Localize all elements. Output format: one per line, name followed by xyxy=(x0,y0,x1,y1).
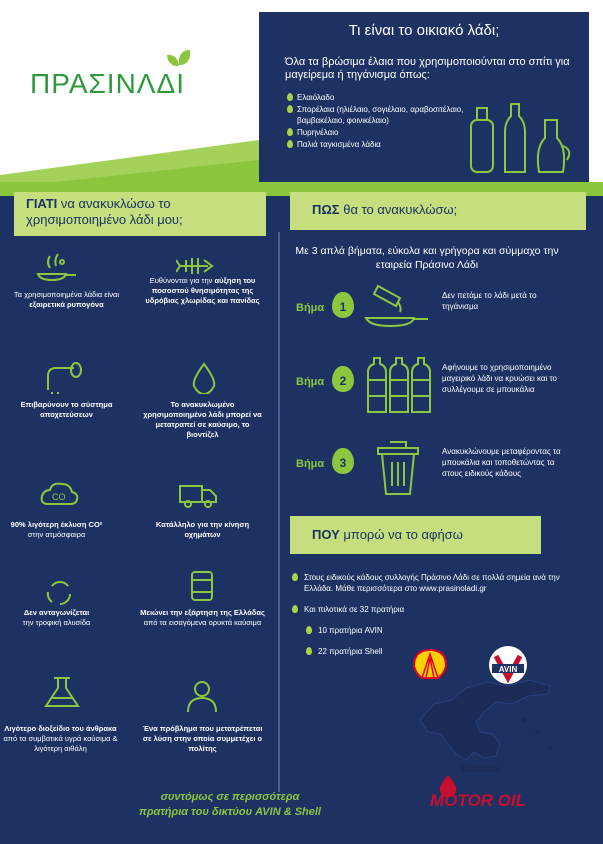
intro-panel xyxy=(259,12,589,182)
brand-name: ΠΡΑΣΙΝΛΔΙ xyxy=(30,68,185,99)
step-1-badge: 1 xyxy=(332,292,354,318)
drop-icon xyxy=(287,93,293,101)
step-2-text: Αφήνουμε το χρησιμοποιημένο μαγειρικό λάδι να κρυώσει και το συλλέγουμε σε μπουκάλια xyxy=(442,363,557,394)
step-label: Βήμα xyxy=(296,376,325,388)
recycle-arrows-icon xyxy=(40,576,80,608)
how-intro: Με 3 απλά βήματα, εύκολα και γρήγορα και σύμμαχο την εταιρεία Πράσινο Λάδι xyxy=(295,245,559,271)
list-item: Παλιά ταγκισμένα λάδια xyxy=(287,139,477,150)
leaf-icon xyxy=(167,53,179,68)
drop-icon xyxy=(292,573,298,581)
drop-icon xyxy=(287,128,293,136)
reason-citizen: Ένα πρόβλημα που μετατρέπεται σε λύση στην οποία συμμετέχει ο πολίτης xyxy=(142,724,263,753)
oil-drop-icon xyxy=(184,362,224,394)
list-item: Ελαιόλαδο xyxy=(287,92,477,103)
reason-biodiesel: Το ανακυκλωμένο χρησιμοποιημένο λάδι μπορεί να μετατραπεί σε καύσιμο, το βιοντίζελ xyxy=(143,400,262,439)
why-header xyxy=(14,192,266,236)
drop-icon xyxy=(306,647,312,655)
reason-pollution: Τα χρησιμοποιημένα λάδια είναι εξαιρετικά ρυπογόνα xyxy=(13,290,120,309)
reason-mortality: Ευθύνονται για την αύξηση του ποσοστού θνησιμότητας της υδρόβιας χλωρίδας και πανίδας xyxy=(145,276,260,305)
drop-icon xyxy=(287,105,293,113)
motor-oil-logo xyxy=(420,775,570,815)
footer-note: συντόμως σε περισσότερα πρατήρια του δικτύου AVIN & Shell xyxy=(139,791,321,818)
step-3-text: Ανακυκλώνουμε μεταφέροντας τα μπουκάλια και τοποθετώντας τα στους ειδικούς κάδους xyxy=(442,447,561,478)
bottles-icon xyxy=(364,356,434,414)
frying-pan-icon xyxy=(36,250,76,282)
pan-pour-icon xyxy=(364,282,430,328)
bin-icon xyxy=(376,440,420,496)
how-title: ΠΩΣ θα το ανακυκλώσω; xyxy=(312,202,458,217)
reason-carbon: Λιγότερο διοξείδιο του άνθρακα από τα συμβατικά υγρά καύσιμα & λιγότερη αιθάλη xyxy=(3,724,118,753)
list-item: Πυρηνέλαιο xyxy=(287,127,477,138)
intro-text: Όλα τα βρώσιμα έλαια που χρησιμοποιούνται στο σπίτι για μαγείρεμα ή τηγάνισμα όπως: xyxy=(285,56,570,81)
step-label: Βήμα xyxy=(296,458,325,470)
step-1-text: Δεν πετάμε το λάδι μετά το τηγάνισμα xyxy=(442,291,537,311)
greece-map-icon xyxy=(400,660,580,778)
reason-dependency: Μειώνει την εξάρτηση της Ελλάδας από τα εισαγόμενα ορυκτά καύσιμα xyxy=(140,608,265,627)
person-icon xyxy=(182,680,222,712)
column-divider xyxy=(278,232,280,792)
svg-text:CO: CO xyxy=(52,492,66,502)
reason-food-chain: Δεν ανταγωνίζεται την τροφική αλυσίδα xyxy=(22,608,91,627)
oil-types-list xyxy=(287,92,477,151)
how-header xyxy=(290,192,586,230)
drop-icon xyxy=(292,605,298,613)
leaf-icon xyxy=(179,50,190,65)
reason-co2: 90% λιγότερη έκλυση CO² στην ατμόσφαιρα xyxy=(10,520,103,539)
truck-icon xyxy=(178,478,218,510)
where-header xyxy=(290,516,541,554)
list-item: 10 πρατήρια AVIN xyxy=(306,625,562,636)
flask-icon xyxy=(42,676,82,708)
oil-bottles-icon xyxy=(467,98,577,178)
drop-icon xyxy=(306,626,312,634)
svg-text:AVIN: AVIN xyxy=(498,665,518,674)
why-title: ΓΙΑΤΙ να ανακυκλώσω το χρησιμοποιημένο λάδι μου; xyxy=(26,196,183,227)
list-item: Σπορέλαια (ηλιέλαιο, σογιέλαιο, αραβοσιτέλαιο, βαμβακέλαιο, φοινικέλαιο) xyxy=(287,104,477,126)
co2-cloud-icon xyxy=(40,478,80,510)
step-3-badge: 3 xyxy=(332,448,354,474)
sponsor-name: MOTOR OIL xyxy=(430,791,527,810)
step-label: Βήμα xyxy=(296,302,325,314)
reason-vehicles: Κατάλληλο για την κίνηση οχημάτων xyxy=(155,520,250,539)
brand-logo xyxy=(30,50,240,110)
reason-sewage: Επιβαρύνουν το σύστημα αποχετεύσεων xyxy=(20,400,113,419)
barrel-icon xyxy=(182,570,222,602)
intro-title: Τι είναι το οικιακό λάδι; xyxy=(348,22,500,39)
list-item: 22 πρατήρια Shell xyxy=(306,646,562,657)
drop-icon xyxy=(287,140,293,148)
pipe-icon xyxy=(44,362,84,394)
step-2-badge: 2 xyxy=(332,366,354,392)
list-item: Και πιλοτικά σε 32 πρατήρια xyxy=(292,604,562,615)
list-item: Στους ειδικούς κάδους συλλογής Πράσινο Λάδι σε πολλά σημεία ανά την Ελλάδα. Μάθε περισσότερα στο www.prasinoladi.gr xyxy=(292,572,562,594)
where-title: ΠΟΥ μπορώ να το αφήσω xyxy=(312,527,463,542)
